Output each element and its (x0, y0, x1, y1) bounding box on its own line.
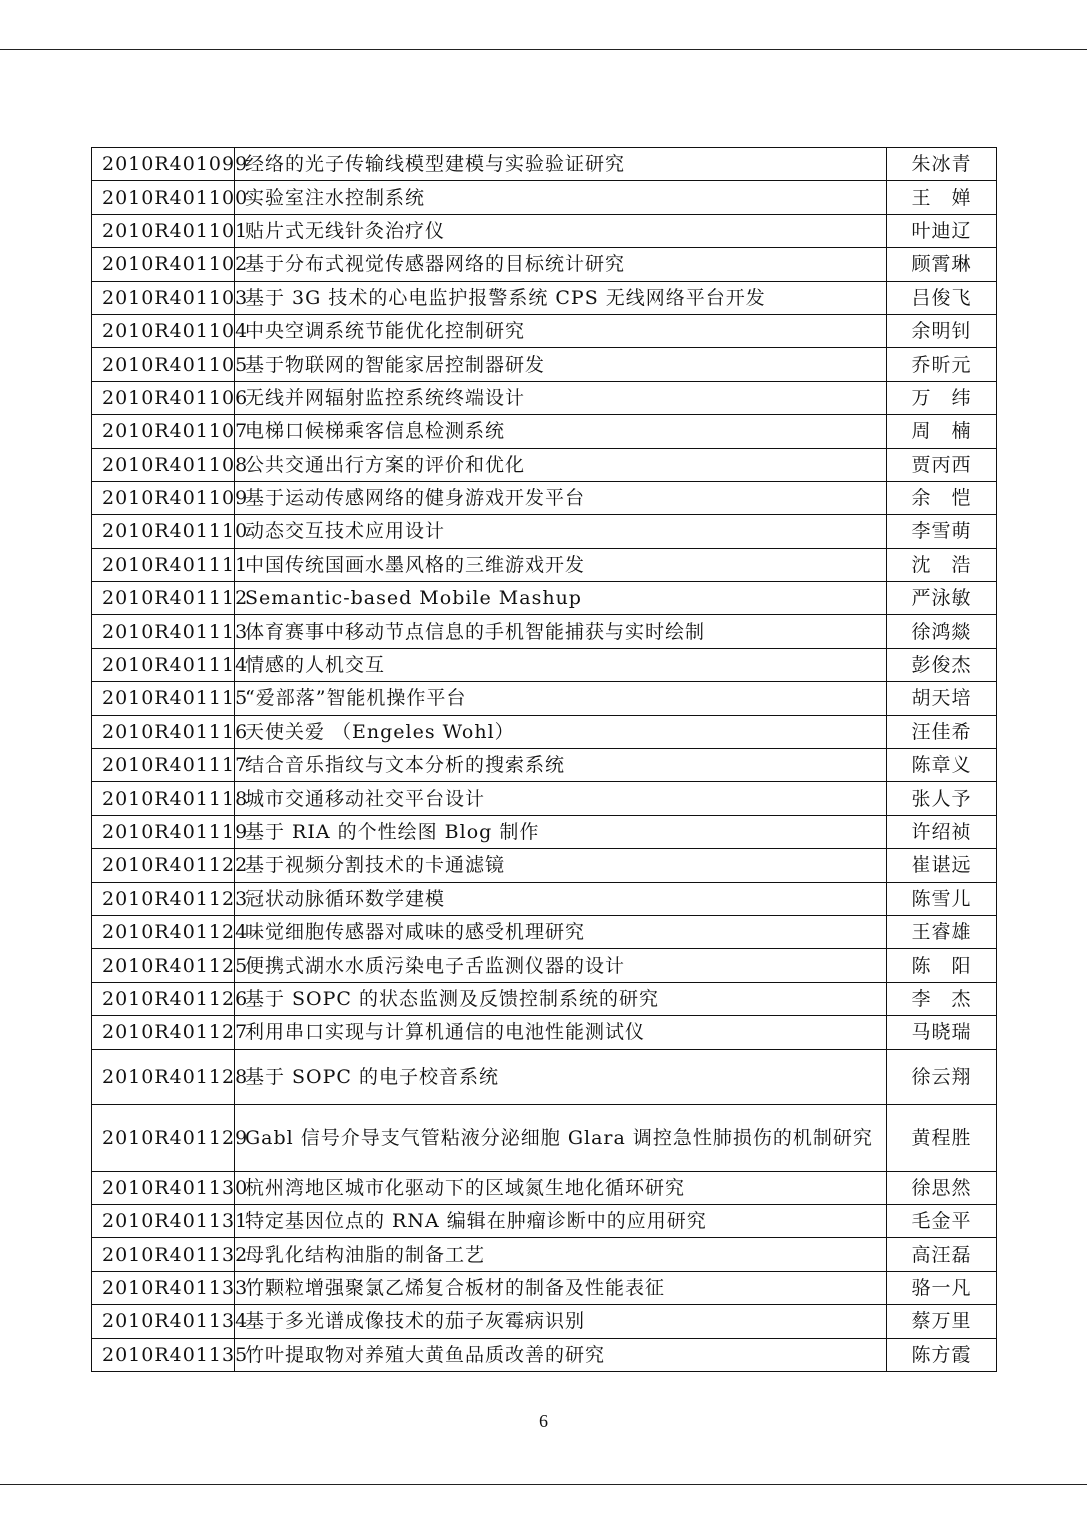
leader-name: 徐鸿燚 (887, 615, 997, 648)
table-row (92, 481, 997, 514)
project-title: 贴片式无线针灸治疗仪 (235, 214, 887, 247)
project-title: 母乳化结构油脂的制备工艺 (235, 1238, 887, 1271)
project-id: 2010R401129 (92, 1104, 235, 1171)
project-id: 2010R401106 (92, 381, 235, 414)
table-row (92, 715, 997, 748)
project-title: 基于多光谱成像技术的茄子灰霉病识别 (235, 1305, 887, 1338)
table-row (92, 314, 997, 347)
project-title: 特定基因位点的 RNA 编辑在肿瘤诊断中的应用研究 (235, 1204, 887, 1237)
project-title: 体育赛事中移动节点信息的手机智能捕获与实时绘制 (235, 615, 887, 648)
table-row (92, 1016, 997, 1049)
project-title: 基于 SOPC 的电子校音系统 (235, 1049, 887, 1104)
table-row (92, 1338, 997, 1371)
project-title: 基于物联网的智能家居控制器研发 (235, 348, 887, 381)
project-title: 基于运动传感网络的健身游戏开发平台 (235, 481, 887, 514)
project-id: 2010R401116 (92, 715, 235, 748)
table-row (92, 849, 997, 882)
leader-name: 李 杰 (887, 982, 997, 1015)
project-title: 天使关爱 （Engeles Wohl） (235, 715, 887, 748)
table-row (92, 1238, 997, 1271)
leader-name: 周 楠 (887, 415, 997, 448)
project-id: 2010R401104 (92, 314, 235, 347)
project-id: 2010R401102 (92, 248, 235, 281)
table-row (92, 915, 997, 948)
project-title: 电梯口候梯乘客信息检测系统 (235, 415, 887, 448)
leader-name: 王睿雄 (887, 915, 997, 948)
leader-name: 毛金平 (887, 1204, 997, 1237)
project-id: 2010R401131 (92, 1204, 235, 1237)
table-row (92, 148, 997, 181)
project-id: 2010R401128 (92, 1049, 235, 1104)
leader-name: 王 婵 (887, 181, 997, 214)
table-row (92, 515, 997, 548)
leader-name: 胡天培 (887, 682, 997, 715)
leader-name: 陈方霞 (887, 1338, 997, 1371)
table-row (92, 615, 997, 648)
project-title: 冠状动脉循环数学建模 (235, 882, 887, 915)
project-title: 基于分布式视觉传感器网络的目标统计研究 (235, 248, 887, 281)
leader-name: 贾丙西 (887, 448, 997, 481)
project-id: 2010R401099 (92, 148, 235, 181)
project-title: 基于 3G 技术的心电监护报警系统 CPS 无线网络平台开发 (235, 281, 887, 314)
leader-name: 彭俊杰 (887, 648, 997, 681)
leader-name: 吕俊飞 (887, 281, 997, 314)
project-table (91, 147, 997, 1372)
project-title: 实验室注水控制系统 (235, 181, 887, 214)
project-title: 竹颗粒增强聚氯乙烯复合板材的制备及性能表征 (235, 1271, 887, 1304)
table-row (92, 815, 997, 848)
table-row (92, 448, 997, 481)
project-table-body (92, 148, 997, 1372)
project-id: 2010R401134 (92, 1305, 235, 1338)
project-id: 2010R401115 (92, 682, 235, 715)
project-id: 2010R401100 (92, 181, 235, 214)
leader-name: 沈 浩 (887, 548, 997, 581)
leader-name: 马晓瑞 (887, 1016, 997, 1049)
table-row (92, 1271, 997, 1304)
table-row (92, 648, 997, 681)
project-title: 基于视频分割技术的卡通滤镜 (235, 849, 887, 882)
project-id: 2010R401110 (92, 515, 235, 548)
leader-name: 骆一凡 (887, 1271, 997, 1304)
table-row (92, 1104, 997, 1171)
project-title: 情感的人机交互 (235, 648, 887, 681)
project-id: 2010R401127 (92, 1016, 235, 1049)
project-title: 动态交互技术应用设计 (235, 515, 887, 548)
project-title: 基于 SOPC 的状态监测及反馈控制系统的研究 (235, 982, 887, 1015)
leader-name: 严泳敏 (887, 582, 997, 615)
project-title: 城市交通移动社交平台设计 (235, 782, 887, 815)
project-title: 结合音乐指纹与文本分析的搜索系统 (235, 749, 887, 782)
project-title: “爱部落”智能机操作平台 (235, 682, 887, 715)
table-row (92, 281, 997, 314)
project-id: 2010R401132 (92, 1238, 235, 1271)
project-title: 中国传统国画水墨风格的三维游戏开发 (235, 548, 887, 581)
leader-name: 陈 阳 (887, 949, 997, 982)
leader-name: 汪佳希 (887, 715, 997, 748)
leader-name: 蔡万里 (887, 1305, 997, 1338)
project-title: Gabl 信号介导支气管粘液分泌细胞 Glara 调控急性肺损伤的机制研究 (235, 1104, 887, 1171)
project-id: 2010R401107 (92, 415, 235, 448)
table-row (92, 582, 997, 615)
leader-name: 黄程胜 (887, 1104, 997, 1171)
project-id: 2010R401126 (92, 982, 235, 1015)
project-id: 2010R401109 (92, 481, 235, 514)
project-title: 竹叶提取物对养殖大黄鱼品质改善的研究 (235, 1338, 887, 1371)
project-title: 基于 RIA 的个性绘图 Blog 制作 (235, 815, 887, 848)
project-title: 公共交通出行方案的评价和优化 (235, 448, 887, 481)
leader-name: 崔谌远 (887, 849, 997, 882)
project-title: 味觉细胞传感器对咸味的感受机理研究 (235, 915, 887, 948)
table-row (92, 415, 997, 448)
table-row (92, 214, 997, 247)
project-id: 2010R401113 (92, 615, 235, 648)
project-id: 2010R401122 (92, 849, 235, 882)
table-row (92, 782, 997, 815)
project-id: 2010R401130 (92, 1171, 235, 1204)
table-row (92, 1049, 997, 1104)
project-id: 2010R401123 (92, 882, 235, 915)
project-id: 2010R401114 (92, 648, 235, 681)
table-row (92, 982, 997, 1015)
leader-name: 张人予 (887, 782, 997, 815)
footer-rule (0, 1484, 1087, 1485)
project-title: Semantic-based Mobile Mashup (235, 582, 887, 615)
table-row (92, 248, 997, 281)
leader-name: 许绍祯 (887, 815, 997, 848)
project-title: 经络的光子传输线模型建模与实验验证研究 (235, 148, 887, 181)
header-rule (0, 49, 1087, 50)
leader-name: 顾霄琳 (887, 248, 997, 281)
project-id: 2010R401135 (92, 1338, 235, 1371)
table-row (92, 1204, 997, 1237)
page-number: 6 (539, 1411, 548, 1431)
project-id: 2010R401133 (92, 1271, 235, 1304)
project-id: 2010R401118 (92, 782, 235, 815)
project-title: 无线并网辐射监控系统终端设计 (235, 381, 887, 414)
project-title: 便携式湖水水质污染电子舌监测仪器的设计 (235, 949, 887, 982)
table-row (92, 949, 997, 982)
leader-name: 陈雪儿 (887, 882, 997, 915)
leader-name: 陈章义 (887, 749, 997, 782)
leader-name: 朱冰青 (887, 148, 997, 181)
leader-name: 余 恺 (887, 481, 997, 514)
project-id: 2010R401101 (92, 214, 235, 247)
leader-name: 徐思然 (887, 1171, 997, 1204)
project-id: 2010R401117 (92, 749, 235, 782)
table-row (92, 682, 997, 715)
leader-name: 万 纬 (887, 381, 997, 414)
leader-name: 李雪萌 (887, 515, 997, 548)
table-row (92, 882, 997, 915)
leader-name: 乔昕元 (887, 348, 997, 381)
project-id: 2010R401112 (92, 582, 235, 615)
leader-name: 余明钊 (887, 314, 997, 347)
project-id: 2010R401108 (92, 448, 235, 481)
project-id: 2010R401105 (92, 348, 235, 381)
leader-name: 高汪磊 (887, 1238, 997, 1271)
table-row (92, 749, 997, 782)
table-row (92, 548, 997, 581)
table-row (92, 381, 997, 414)
project-title: 利用串口实现与计算机通信的电池性能测试仪 (235, 1016, 887, 1049)
table-row (92, 181, 997, 214)
leader-name: 徐云翔 (887, 1049, 997, 1104)
project-title: 中央空调系统节能优化控制研究 (235, 314, 887, 347)
project-title: 杭州湾地区城市化驱动下的区域氮生地化循环研究 (235, 1171, 887, 1204)
project-id: 2010R401119 (92, 815, 235, 848)
table-row (92, 348, 997, 381)
project-id: 2010R401124 (92, 915, 235, 948)
table-row (92, 1171, 997, 1204)
project-id: 2010R401125 (92, 949, 235, 982)
project-id: 2010R401103 (92, 281, 235, 314)
table-row (92, 1305, 997, 1338)
project-id: 2010R401111 (92, 548, 235, 581)
leader-name: 叶迪辽 (887, 214, 997, 247)
